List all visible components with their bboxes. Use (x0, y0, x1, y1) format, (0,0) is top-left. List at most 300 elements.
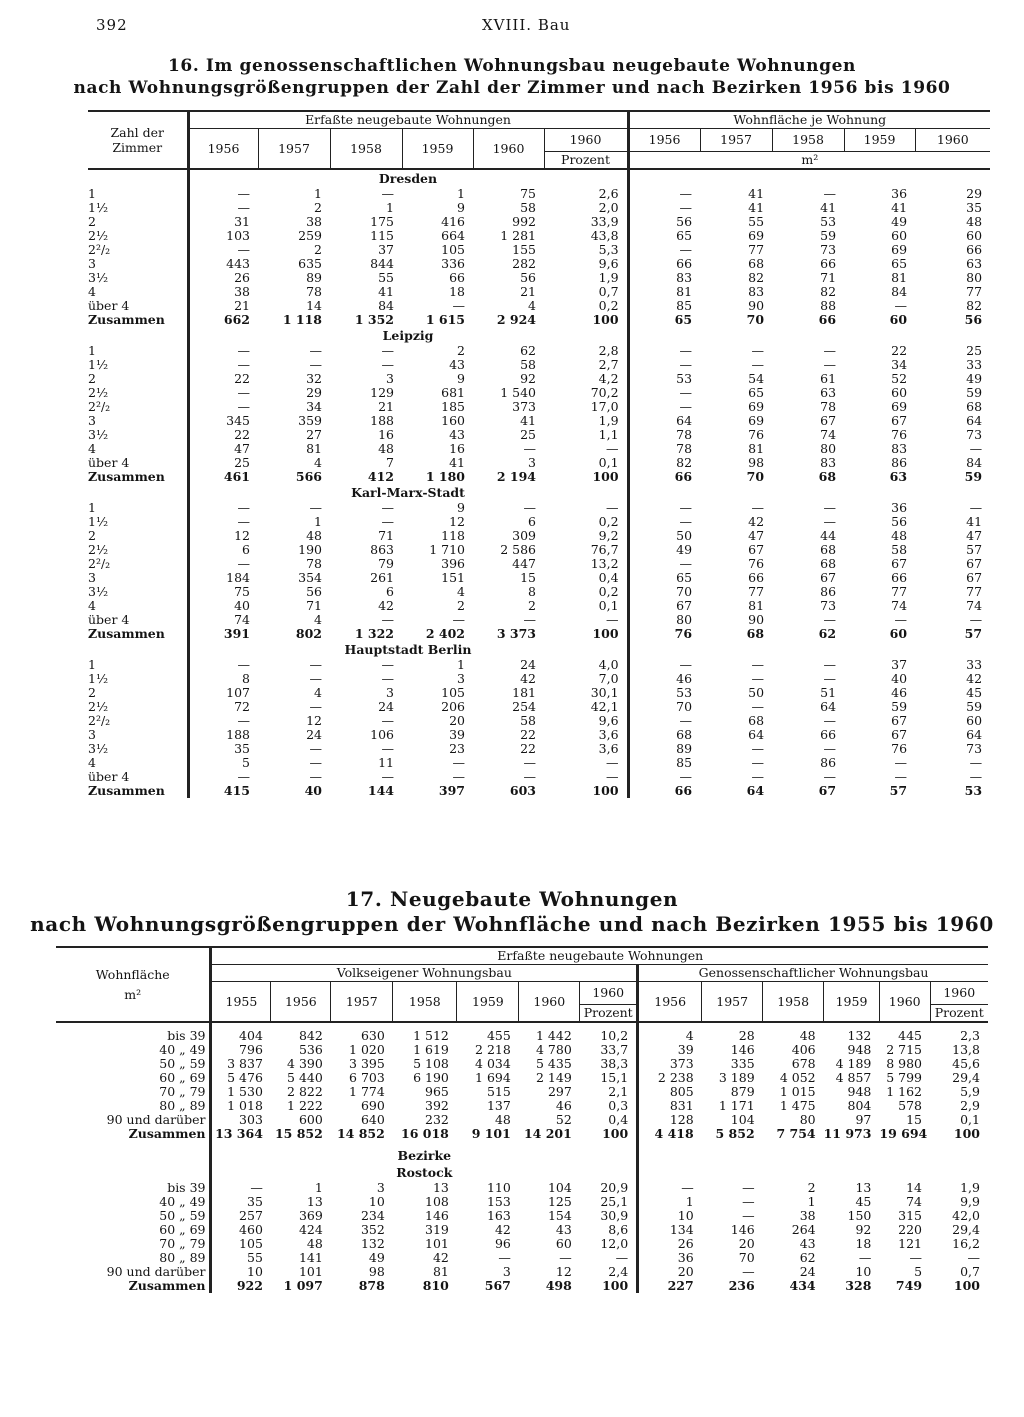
table-cell: 1 512 (413, 1029, 449, 1043)
row-label: über 4 (88, 456, 130, 470)
table16-area-year-1960: 1960 (915, 129, 990, 152)
table-cell: 28 (738, 1029, 755, 1043)
table-cell: 105 (211, 1237, 271, 1251)
table-cell: — (628, 515, 700, 529)
table-cell: 36 (638, 1251, 702, 1265)
table-cell: 9,6 (598, 714, 619, 728)
table-cell: 90 (748, 299, 765, 313)
table-cell: 76 (628, 627, 700, 641)
table-cell: 1 015 (779, 1085, 816, 1099)
table-cell: — (751, 700, 765, 714)
table-cell: 309 (512, 529, 536, 543)
table-cell: 515 (486, 1085, 511, 1099)
table-cell: 13 (432, 1181, 449, 1195)
table-cell: 56 (964, 313, 983, 327)
table-cell: 105 (441, 243, 465, 257)
table-cell: 33 (966, 358, 983, 372)
table-cell: 65 (628, 313, 700, 327)
table-cell: 37 (378, 243, 394, 257)
table-cell: 49 (891, 215, 908, 229)
row-label: 1½ (88, 201, 109, 215)
table-cell: 2 (314, 243, 322, 257)
page-number: 392 (96, 16, 128, 34)
table-cell: 71 (378, 529, 394, 543)
table-cell: 76 (891, 742, 908, 756)
table-cell: — (628, 386, 700, 400)
table-cell: 38,3 (600, 1057, 629, 1071)
table-row (88, 386, 990, 400)
table-cell: — (628, 187, 700, 201)
table-cell: 81 (748, 599, 765, 613)
table-row (88, 187, 990, 201)
table-cell: 13 (306, 1195, 323, 1209)
table-cell: 100 (953, 1279, 980, 1293)
table-cell: 2 586 (500, 543, 536, 557)
table-cell: 60 (891, 386, 908, 400)
row-label: 4 (88, 599, 96, 613)
table-cell: 0,7 (598, 285, 619, 299)
table-cell: 2 402 (425, 627, 465, 641)
table-cell: — (969, 770, 983, 784)
table-cell: 160 (441, 414, 465, 428)
table-cell: 6 (188, 543, 258, 557)
table-cell: 82 (820, 285, 837, 299)
table-cell: 21 (188, 299, 258, 313)
table17-g1-year: 1957 (331, 982, 393, 1023)
table-cell: — (894, 756, 908, 770)
table-row (56, 1099, 988, 1113)
table16-body (88, 169, 990, 798)
table16-area-year-1958: 1958 (772, 129, 844, 152)
table-cell: 65 (628, 229, 700, 243)
table-cell: 34 (891, 358, 908, 372)
row-label: 3½ (88, 742, 109, 756)
table-cell: 261 (370, 571, 394, 585)
table-cell: 664 (441, 229, 465, 243)
table-cell: 1 322 (354, 627, 394, 641)
table-cell: 47 (188, 442, 258, 456)
spacer-cell (638, 1022, 702, 1029)
table-cell: 948 (847, 1043, 872, 1057)
table-cell: 92 (855, 1223, 872, 1237)
table-cell: 75 (520, 187, 536, 201)
table-cell: 4 189 (835, 1057, 872, 1071)
table-cell: 8 980 (886, 1057, 923, 1071)
table-cell: 14 852 (336, 1127, 385, 1141)
section-row (88, 484, 990, 501)
table-cell: — (742, 1265, 755, 1279)
table-cell: 603 (509, 784, 536, 798)
table-cell: 46 (555, 1099, 572, 1113)
table-cell: 498 (545, 1279, 572, 1293)
table-cell: 359 (298, 414, 322, 428)
table-cell: 57 (964, 627, 983, 641)
table-cell: 2 218 (475, 1043, 511, 1057)
table-cell: — (188, 243, 258, 257)
table-cell: 416 (441, 215, 465, 229)
table-cell: 72 (188, 700, 258, 714)
table-cell: 80 (799, 1113, 816, 1127)
table17-g2-year: 1959 (824, 982, 880, 1023)
table-cell: 24 (520, 658, 536, 672)
table-cell: 100 (602, 1279, 629, 1293)
table-cell: — (381, 714, 394, 728)
table-cell: 455 (486, 1029, 511, 1043)
row-label: 2²/₂ (88, 243, 111, 257)
table-row (56, 1195, 988, 1209)
table-cell: 64 (748, 728, 765, 742)
table-cell: 434 (789, 1279, 816, 1293)
table-row (56, 1265, 988, 1279)
table-cell: — (606, 613, 619, 627)
table-cell: 43,8 (590, 229, 619, 243)
row-label: 70 „ 79 (159, 1237, 206, 1251)
table-cell: 3 (528, 456, 536, 470)
table-row (88, 456, 990, 470)
table-cell: 20,9 (600, 1181, 629, 1195)
table-cell: 74 (906, 1195, 923, 1209)
table-cell: 83 (628, 271, 700, 285)
table-row (56, 1251, 988, 1265)
table-cell: 73 (966, 428, 983, 442)
table-cell: 25 (188, 456, 258, 470)
table-cell: 1 281 (500, 229, 536, 243)
table-cell: 1 442 (536, 1029, 572, 1043)
table-cell: 53 (964, 784, 983, 798)
table-cell: 71 (820, 271, 837, 285)
table-cell: 63 (966, 257, 983, 271)
table-cell: 56 (520, 271, 536, 285)
table-cell: — (823, 187, 837, 201)
table-cell: 76 (891, 428, 908, 442)
table-cell: 1 (457, 187, 465, 201)
table-cell: 67 (891, 557, 908, 571)
table-cell: 282 (512, 257, 536, 271)
table-cell: 20 (738, 1237, 755, 1251)
table-cell: 100 (953, 1127, 980, 1141)
table-cell: 89 (628, 742, 700, 756)
table-cell: 107 (188, 686, 258, 700)
table-cell: 796 (211, 1043, 271, 1057)
table-cell: — (823, 672, 837, 686)
table-cell: — (628, 358, 700, 372)
table-cell: 5 476 (211, 1071, 271, 1085)
table-row (88, 770, 990, 784)
table-cell: — (309, 344, 322, 358)
table-cell: 20 (638, 1265, 702, 1279)
table-cell: — (628, 400, 700, 414)
table-cell: 52 (891, 372, 908, 386)
table-cell: 64 (966, 414, 983, 428)
table-cell: — (823, 714, 837, 728)
table-cell: 4 034 (475, 1057, 511, 1071)
table-cell: 13,8 (952, 1043, 980, 1057)
table-cell: — (606, 501, 619, 515)
table-cell: 1 (638, 1195, 702, 1209)
table-cell: — (309, 756, 322, 770)
table-cell: 4 780 (536, 1043, 572, 1057)
table-cell: 2,9 (960, 1099, 980, 1113)
table-cell: 39 (638, 1043, 702, 1057)
table-row (88, 442, 990, 456)
table-cell: 4 (314, 456, 322, 470)
row-label: 40 „ 49 (159, 1043, 206, 1057)
table-row (88, 543, 990, 557)
table-cell: 10,2 (600, 1029, 629, 1043)
table-cell: 1 (314, 1181, 323, 1195)
table-cell: 5 440 (287, 1071, 323, 1085)
table-cell: 76,7 (590, 543, 619, 557)
table-cell: 328 (845, 1279, 872, 1293)
table-cell: 16 (449, 442, 465, 456)
table-cell: 185 (441, 400, 465, 414)
table-cell: 220 (898, 1223, 923, 1237)
table-cell: — (742, 1209, 755, 1223)
table-cell: 188 (370, 414, 394, 428)
table-cell: 3 (457, 672, 465, 686)
table-cell: 58 (520, 714, 536, 728)
table-cell: — (381, 344, 394, 358)
spacer-row (56, 1022, 988, 1029)
spacer-cell (211, 1022, 271, 1029)
table17-top-header: Erfaßte neugebaute Wohnungen (211, 947, 988, 965)
table-cell: 4 390 (287, 1057, 323, 1071)
table-cell: 153 (486, 1195, 511, 1209)
table-cell: 406 (791, 1043, 816, 1057)
table-cell: 77 (966, 585, 983, 599)
table-cell: 66 (820, 257, 837, 271)
table-cell: 22 (188, 428, 258, 442)
table-cell: 234 (360, 1209, 385, 1223)
table-cell: 9,9 (960, 1195, 980, 1209)
spacer-cell (519, 1022, 580, 1029)
table-cell: 1,1 (598, 428, 619, 442)
row-label: über 4 (88, 770, 130, 784)
table-cell: 85 (628, 756, 700, 770)
table-cell: 65 (748, 386, 765, 400)
table-cell: 36 (891, 187, 908, 201)
table-cell: 336 (441, 257, 465, 271)
table-cell: 0,1 (598, 456, 619, 470)
table-cell: 3,6 (598, 728, 619, 742)
table-cell: 4,0 (598, 658, 619, 672)
table17-g1-year: 1960 (519, 982, 580, 1023)
table-cell: 24 (799, 1265, 816, 1279)
spacer-cell (580, 1022, 638, 1029)
table-cell: 104 (547, 1181, 572, 1195)
table17-body (56, 1022, 988, 1293)
table-cell: 70 (738, 1251, 755, 1265)
table-row (88, 700, 990, 714)
table-cell: 73 (966, 742, 983, 756)
row-label: 50 „ 59 (159, 1057, 206, 1071)
table-cell: 46 (628, 672, 700, 686)
table-cell: 43 (799, 1237, 816, 1251)
row-label: 50 „ 59 (159, 1209, 206, 1223)
row-label: 4 (88, 756, 96, 770)
table-cell: 24 (306, 728, 322, 742)
table-cell: 635 (298, 257, 322, 271)
table-cell: 175 (370, 215, 394, 229)
table-cell: 35 (966, 201, 983, 215)
table-cell: 56 (306, 585, 322, 599)
table-cell: — (628, 201, 700, 215)
table-cell: 188 (188, 728, 258, 742)
table16-area-year-1959: 1959 (844, 129, 915, 152)
table-cell: 3 (502, 1265, 511, 1279)
table-cell: 67 (820, 414, 837, 428)
table-cell: 2,3 (960, 1029, 980, 1043)
table-cell: 55 (211, 1251, 271, 1265)
row-label: 2½ (88, 229, 109, 243)
table-cell: 60 (891, 229, 908, 243)
table-cell: 81 (628, 285, 700, 299)
table-cell: 1 (807, 1195, 816, 1209)
table-cell: 2 (314, 201, 322, 215)
table-cell: 48 (494, 1113, 511, 1127)
table-cell: 447 (512, 557, 536, 571)
table-cell: 66 (628, 257, 700, 271)
table-cell: 412 (367, 470, 394, 484)
table-cell: 536 (298, 1043, 323, 1057)
table-cell: — (967, 1251, 980, 1265)
table-cell: 69 (748, 229, 765, 243)
table-cell: 106 (370, 728, 394, 742)
spacer-cell (824, 1022, 880, 1029)
table17-g1-year: 1959 (457, 982, 519, 1023)
table-cell: — (309, 742, 322, 756)
table-cell: 154 (547, 1209, 572, 1223)
row-label: 2²/₂ (88, 557, 111, 571)
table-cell: 70 (628, 585, 700, 599)
section-blank (88, 327, 188, 344)
table16-unit: m² (628, 152, 990, 170)
table-cell: 42,1 (590, 700, 619, 714)
table-cell: — (381, 515, 394, 529)
section-row (88, 169, 990, 187)
table-row (88, 257, 990, 271)
table-row (56, 1057, 988, 1071)
table-cell: 0,2 (598, 515, 619, 529)
table-cell: 48 (378, 442, 394, 456)
row-label: 1½ (88, 672, 109, 686)
table-cell: 6 703 (349, 1071, 385, 1085)
table-cell: — (894, 299, 908, 313)
table-cell: 13,2 (590, 557, 619, 571)
table-cell: 54 (748, 372, 765, 386)
table-cell: 84 (891, 285, 908, 299)
table-cell: 424 (298, 1223, 323, 1237)
table17-g2-year: 1956 (638, 982, 702, 1023)
table-cell: 19 694 (879, 1127, 928, 1141)
table-cell: 2 (807, 1181, 816, 1195)
table-cell: 56 (891, 515, 908, 529)
table-cell: 68 (746, 627, 765, 641)
spacer-cell (331, 1022, 393, 1029)
table-cell: — (188, 201, 258, 215)
table-cell: 141 (298, 1251, 323, 1265)
table-cell: 18 (855, 1237, 872, 1251)
table-cell: — (751, 770, 765, 784)
table-cell: 44 (820, 529, 837, 543)
table-cell: 42 (748, 515, 765, 529)
table-row (88, 470, 990, 484)
table-cell: — (381, 501, 394, 515)
table-cell: 9 (457, 201, 465, 215)
table-cell: 2 (457, 344, 465, 358)
table17-g2-pct-label: Prozent (930, 1005, 988, 1023)
table-cell: 1 475 (779, 1099, 816, 1113)
table-cell: — (523, 770, 536, 784)
table-cell: 33 (966, 658, 983, 672)
table-row (88, 414, 990, 428)
table16-title-line1: 16. Im genossenschaftlichen Wohnungsbau neugebaute Wohnungen (167, 56, 856, 76)
table-cell: 73 (820, 599, 837, 613)
table-cell: 100 (592, 627, 619, 641)
table-cell: — (969, 501, 983, 515)
table-cell: 4,2 (598, 372, 619, 386)
table-cell: 80 (628, 613, 700, 627)
table-cell: — (894, 770, 908, 784)
table-cell: 9 101 (471, 1127, 511, 1141)
table-cell: 1 530 (211, 1085, 271, 1099)
table-cell: 74 (966, 599, 983, 613)
table-cell: 844 (370, 257, 394, 271)
table17-group2-header: Genossenschaftlicher Wohnungsbau (638, 965, 988, 982)
table-cell: — (628, 243, 700, 257)
table-cell: 53 (628, 372, 700, 386)
table-cell: 68 (820, 543, 837, 557)
table-cell: 150 (847, 1209, 872, 1223)
table-cell: 82 (966, 299, 983, 313)
row-label: Zusammen (128, 1279, 206, 1293)
table-cell: — (309, 501, 322, 515)
table-cell: 1 (314, 187, 322, 201)
table-cell: 22 (891, 344, 908, 358)
row-label: 2²/₂ (88, 714, 111, 728)
table-cell: 1 (314, 515, 322, 529)
table-cell: 83 (820, 456, 837, 470)
table-cell: 68 (820, 557, 837, 571)
table-cell: 16,2 (952, 1237, 980, 1251)
table-cell: 315 (898, 1209, 923, 1223)
table-cell: 62 (818, 627, 837, 641)
table-cell: 83 (748, 285, 765, 299)
row-label: 2 (88, 529, 96, 543)
table-cell: 29 (966, 187, 983, 201)
table-cell: — (858, 1251, 872, 1265)
table-cell: 68 (748, 257, 765, 271)
table-cell: 86 (891, 456, 908, 470)
table-cell: 121 (898, 1237, 923, 1251)
table-cell: 259 (298, 229, 322, 243)
table-cell: 12 (555, 1265, 572, 1279)
table-cell: 1 222 (287, 1099, 323, 1113)
table-cell: 151 (441, 571, 465, 585)
table-cell: 66 (628, 470, 700, 484)
table-cell: 1 118 (282, 313, 322, 327)
row-label: 3 (88, 414, 96, 428)
table-cell: — (751, 344, 765, 358)
table-cell: 43 (555, 1223, 572, 1237)
section-row (88, 327, 990, 344)
table-cell: — (628, 344, 700, 358)
table-cell: 0,7 (960, 1265, 980, 1279)
table-cell: — (188, 344, 258, 358)
table-cell: — (615, 1251, 629, 1265)
row-label: über 4 (88, 613, 130, 627)
table-cell: 0,3 (608, 1099, 629, 1113)
